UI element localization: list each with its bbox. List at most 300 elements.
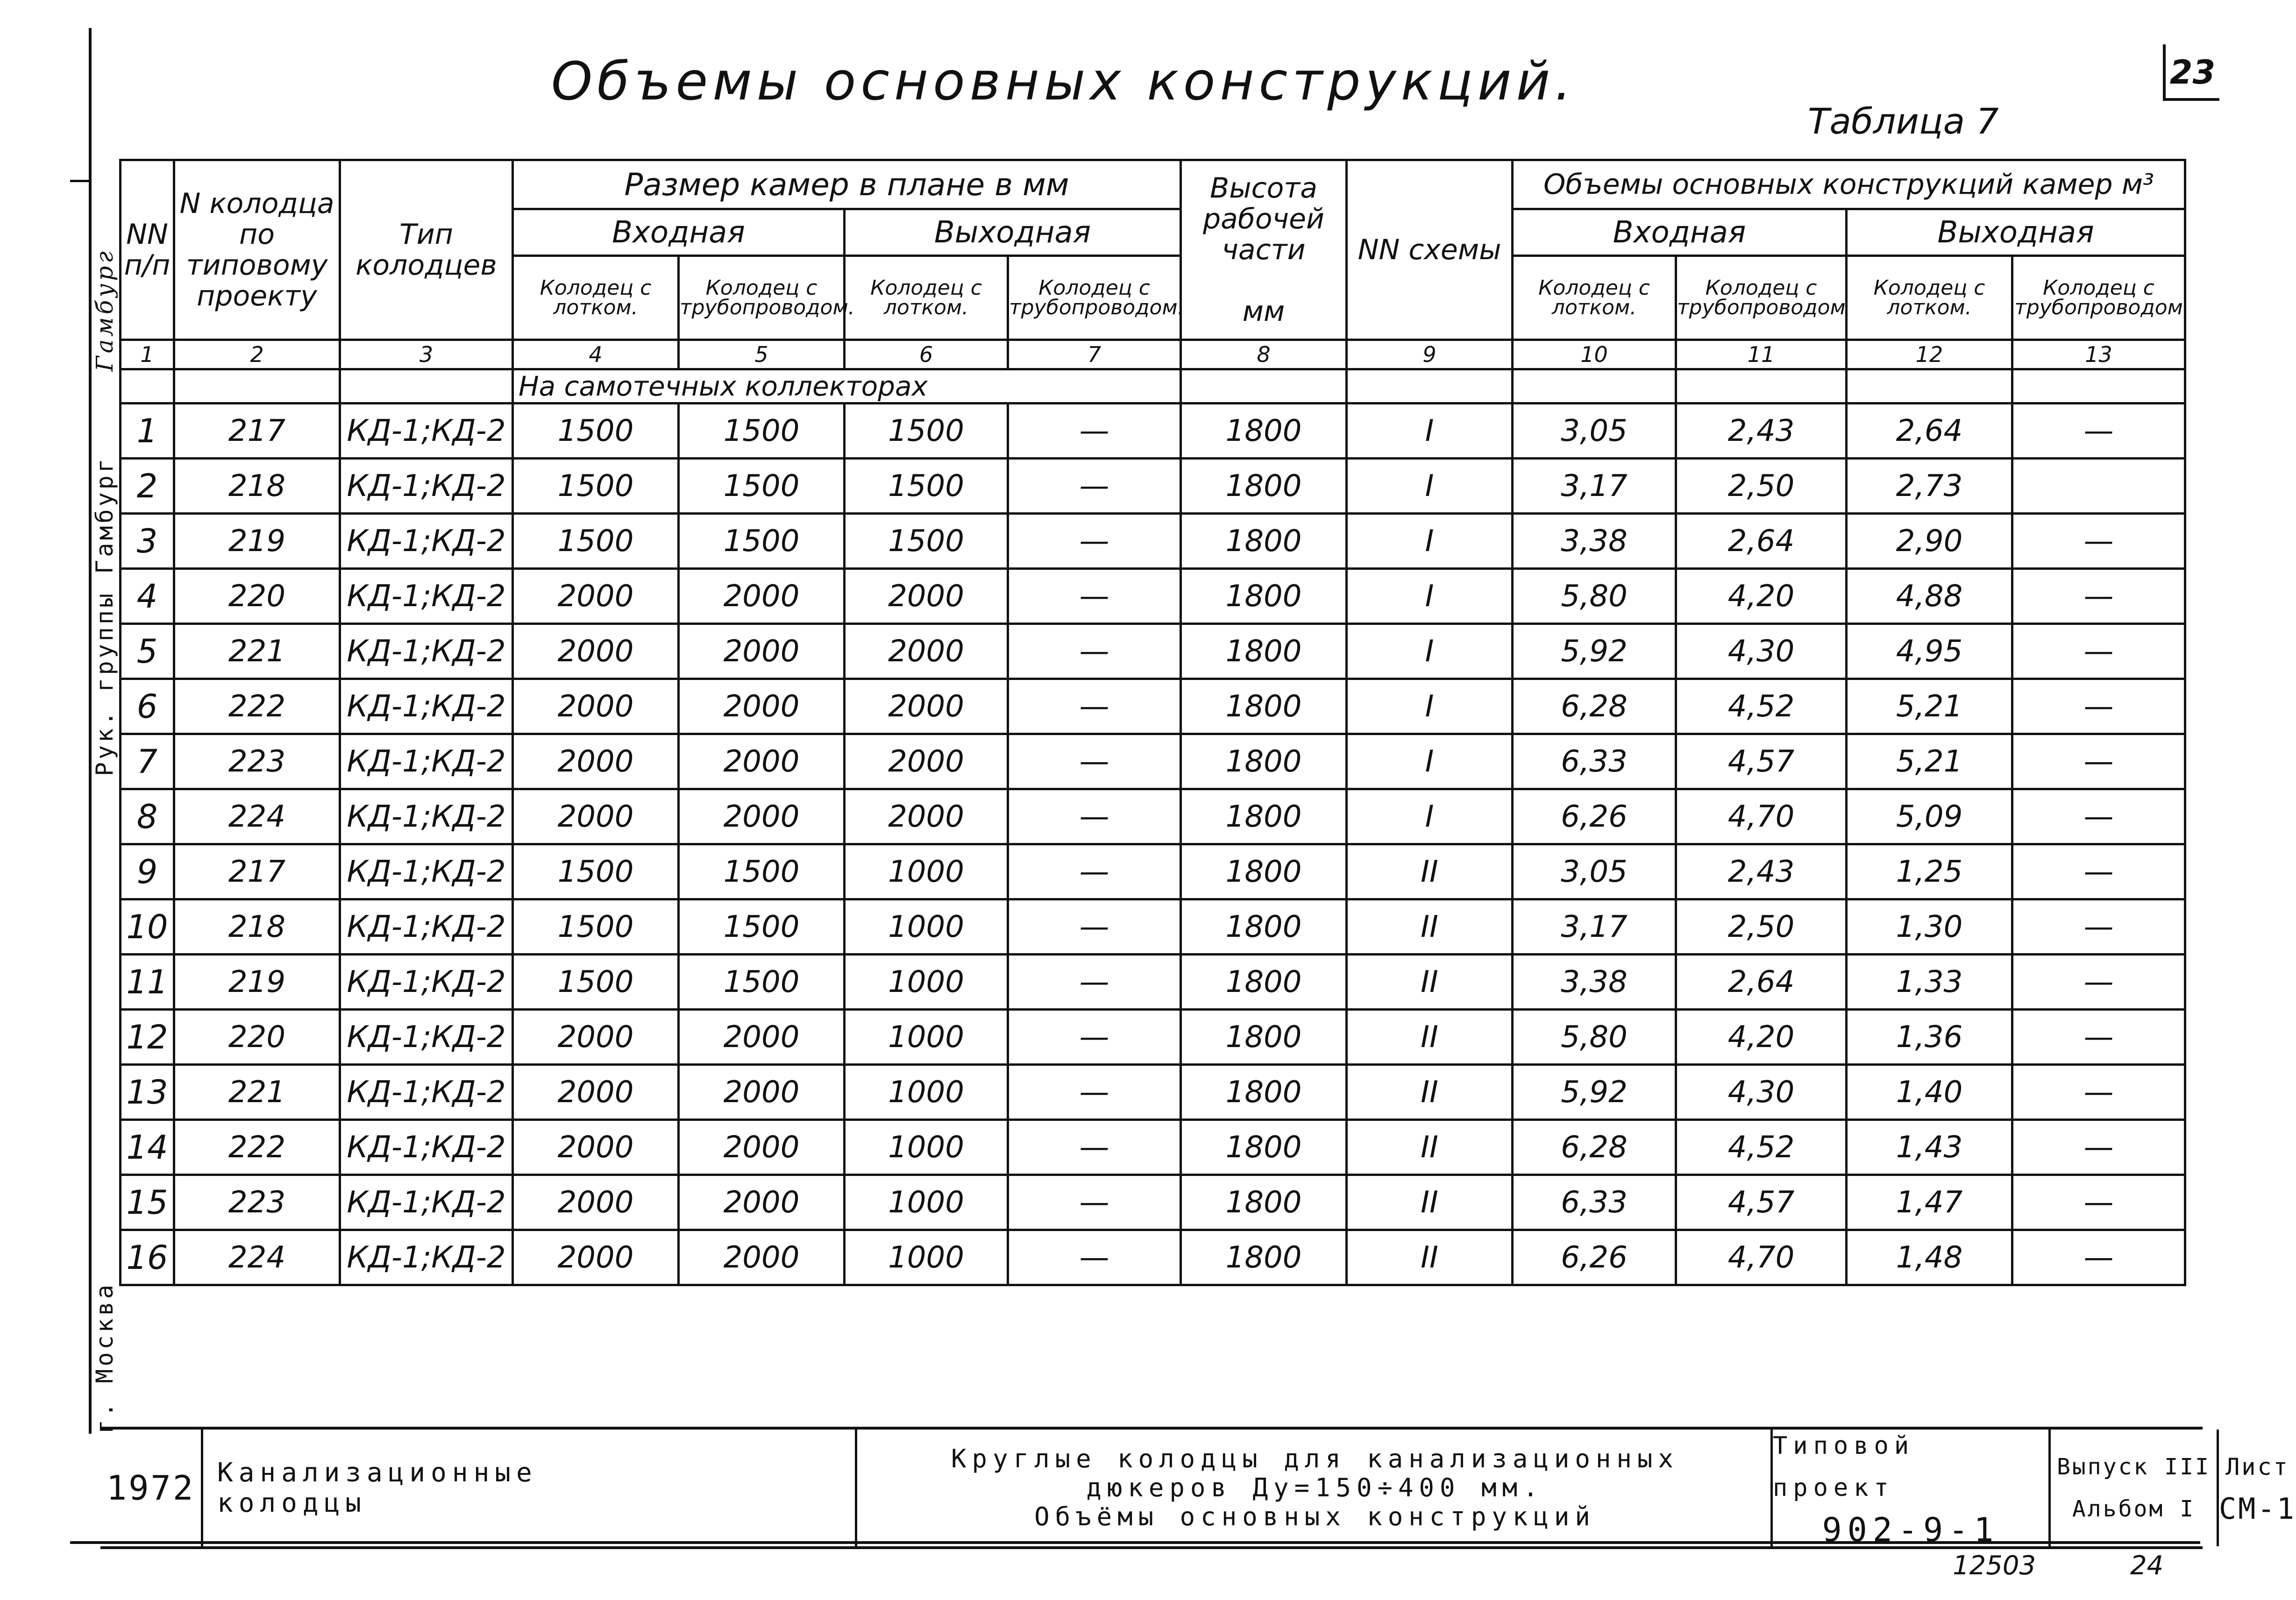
column-number: 9	[1347, 340, 1513, 369]
vol-outlet-tray: 1,33	[1847, 955, 2012, 1010]
title-block-project-label: Типовой проект	[1773, 1432, 1915, 1502]
outlet-tray-size: 1000	[845, 1175, 1008, 1230]
well-number: 219	[174, 955, 340, 1010]
scheme-number: II	[1347, 1065, 1513, 1120]
vol-inlet-pipe: 2,64	[1676, 955, 1847, 1010]
header-inlet-tray: Колодец с лотком.	[513, 256, 679, 340]
inlet-pipe-size: 1500	[679, 955, 845, 1010]
page-title: Объемы основных конструкций.	[551, 51, 1576, 112]
well-number: 220	[174, 569, 340, 624]
title-block-subject-line2: колодцы	[217, 1488, 367, 1518]
footer-code: 12503	[1953, 1550, 2036, 1581]
title-block-desc-line2: дюкеров Ду=150÷400 мм.	[1086, 1473, 1544, 1502]
well-number: 217	[174, 844, 340, 899]
vol-inlet-tray: 6,33	[1513, 1175, 1676, 1230]
vol-outlet-pipe: —	[2012, 404, 2185, 459]
working-height: 1800	[1181, 1230, 1347, 1285]
vol-inlet-pipe: 4,20	[1676, 569, 1847, 624]
vol-outlet-pipe: —	[2012, 569, 2185, 624]
title-block-project-cell	[1773, 1430, 2051, 1549]
vol-outlet-pipe: —	[2012, 1120, 2185, 1175]
working-height: 1800	[1181, 955, 1347, 1010]
column-number: 2	[174, 340, 340, 369]
vol-outlet-tray: 1,25	[1847, 844, 2012, 899]
outlet-pipe-size: —	[1008, 1065, 1181, 1120]
vol-outlet-tray: 1,43	[1847, 1120, 2012, 1175]
header-nn: NN п/п	[121, 160, 174, 340]
vol-inlet-tray: 5,92	[1513, 624, 1676, 679]
table-body	[121, 369, 2185, 1285]
inlet-pipe-size: 1500	[679, 459, 845, 514]
inlet-tray-size: 2000	[513, 569, 679, 624]
scheme-number: I	[1347, 514, 1513, 569]
well-number: 222	[174, 679, 340, 734]
inlet-pipe-size: 2000	[679, 679, 845, 734]
column-number: 11	[1676, 340, 1847, 369]
scheme-number: II	[1347, 899, 1513, 955]
section-cell-empty	[1676, 369, 1847, 404]
section-row	[121, 369, 2185, 404]
inlet-tray-size: 2000	[513, 734, 679, 789]
inlet-pipe-size: 1500	[679, 404, 845, 459]
well-type: КД-1;КД-2	[340, 899, 513, 955]
scheme-number: I	[1347, 624, 1513, 679]
vol-outlet-tray: 2,64	[1847, 404, 2012, 459]
vol-inlet-tray: 5,80	[1513, 569, 1676, 624]
inlet-tray-size: 1500	[513, 844, 679, 899]
title-block-year: 1972	[106, 1468, 195, 1508]
row-number: 9	[121, 844, 174, 899]
inlet-pipe-size: 1500	[679, 514, 845, 569]
well-type: КД-1;КД-2	[340, 734, 513, 789]
inlet-pipe-size: 2000	[679, 1120, 845, 1175]
column-number: 8	[1181, 340, 1347, 369]
vol-inlet-pipe: 4,52	[1676, 1120, 1847, 1175]
inlet-tray-size: 2000	[513, 624, 679, 679]
vol-outlet-pipe: —	[2012, 955, 2185, 1010]
vol-outlet-pipe: —	[2012, 514, 2185, 569]
outlet-tray-size: 1000	[845, 1230, 1008, 1285]
header-inlet: Входная	[513, 209, 845, 256]
outlet-pipe-size: —	[1008, 624, 1181, 679]
outlet-pipe-size: —	[1008, 734, 1181, 789]
outlet-tray-size: 1000	[845, 1010, 1008, 1065]
volumes-table	[119, 159, 2186, 1286]
outlet-pipe-size: —	[1008, 404, 1181, 459]
inlet-pipe-size: 2000	[679, 1010, 845, 1065]
vol-outlet-pipe: —	[2012, 1010, 2185, 1065]
vol-inlet-pipe: 2,43	[1676, 844, 1847, 899]
table-row	[121, 789, 2185, 844]
header-outlet: Выходная	[845, 209, 1181, 256]
column-number: 5	[679, 340, 845, 369]
well-type: КД-1;КД-2	[340, 955, 513, 1010]
title-block-sheet-label: Лист	[2225, 1453, 2289, 1480]
working-height: 1800	[1181, 624, 1347, 679]
header-height	[1181, 160, 1347, 340]
header-inlet-pipe: Колодец с трубопроводом.	[679, 256, 845, 340]
well-type: КД-1;КД-2	[340, 844, 513, 899]
working-height: 1800	[1181, 514, 1347, 569]
inlet-tray-size: 2000	[513, 789, 679, 844]
inlet-tray-size: 2000	[513, 1010, 679, 1065]
vol-inlet-pipe: 4,57	[1676, 734, 1847, 789]
outlet-pipe-size: —	[1008, 1175, 1181, 1230]
working-height: 1800	[1181, 1120, 1347, 1175]
well-type: КД-1;КД-2	[340, 1120, 513, 1175]
inlet-pipe-size: 2000	[679, 624, 845, 679]
outlet-tray-size: 1000	[845, 899, 1008, 955]
inlet-tray-size: 1500	[513, 459, 679, 514]
outlet-pipe-size: —	[1008, 1120, 1181, 1175]
header-vol-outlet: Выходная	[1847, 209, 2185, 256]
column-number: 7	[1008, 340, 1181, 369]
vol-inlet-pipe: 2,43	[1676, 404, 1847, 459]
working-height: 1800	[1181, 679, 1347, 734]
working-height: 1800	[1181, 569, 1347, 624]
well-number: 223	[174, 1175, 340, 1230]
vol-inlet-tray: 3,05	[1513, 844, 1676, 899]
vol-outlet-pipe: —	[2012, 734, 2185, 789]
inlet-pipe-size: 2000	[679, 734, 845, 789]
vol-outlet-tray: 5,21	[1847, 734, 2012, 789]
outlet-tray-size: 2000	[845, 569, 1008, 624]
header-vol-outlet-tray: Колодец с лотком.	[1847, 256, 2012, 340]
vol-inlet-pipe: 4,20	[1676, 1010, 1847, 1065]
section-cell-empty	[1513, 369, 1676, 404]
title-block-desc-line3: Объёмы основных конструкций	[1034, 1502, 1596, 1531]
column-number: 1	[121, 340, 174, 369]
row-number: 12	[121, 1010, 174, 1065]
left-stamp-role: Рук. группы Гамбург	[91, 456, 118, 776]
outlet-tray-size: 1000	[845, 844, 1008, 899]
scheme-number: I	[1347, 789, 1513, 844]
vol-outlet-tray: 2,90	[1847, 514, 2012, 569]
working-height: 1800	[1181, 1010, 1347, 1065]
scheme-number: I	[1347, 569, 1513, 624]
vol-inlet-pipe: 4,70	[1676, 1230, 1847, 1285]
header-scheme: NN схемы	[1347, 160, 1513, 340]
column-number: 3	[340, 340, 513, 369]
scheme-number: II	[1347, 1230, 1513, 1285]
title-block-sheet-cell	[2219, 1430, 2296, 1546]
title-block-subject-line1: Канализационные	[217, 1458, 538, 1488]
well-type: КД-1;КД-2	[340, 789, 513, 844]
well-type: КД-1;КД-2	[340, 514, 513, 569]
column-number-row	[121, 340, 2185, 369]
outlet-pipe-size: —	[1008, 459, 1181, 514]
column-number: 12	[1847, 340, 2012, 369]
outlet-pipe-size: —	[1008, 514, 1181, 569]
well-type: КД-1;КД-2	[340, 404, 513, 459]
table-row	[121, 844, 2185, 899]
scheme-number: I	[1347, 459, 1513, 514]
vol-outlet-pipe: —	[2012, 1065, 2185, 1120]
vol-outlet-pipe: —	[2012, 789, 2185, 844]
well-type: КД-1;КД-2	[340, 679, 513, 734]
section-cell-empty	[1181, 369, 1347, 404]
column-number: 6	[845, 340, 1008, 369]
well-type: КД-1;КД-2	[340, 624, 513, 679]
working-height: 1800	[1181, 1065, 1347, 1120]
row-number: 10	[121, 899, 174, 955]
outlet-pipe-size: —	[1008, 899, 1181, 955]
well-number: 221	[174, 1065, 340, 1120]
table-row	[121, 569, 2185, 624]
well-number: 220	[174, 1010, 340, 1065]
row-number: 11	[121, 955, 174, 1010]
title-block-subject-cell	[203, 1430, 857, 1546]
vol-outlet-tray: 1,47	[1847, 1175, 2012, 1230]
inlet-pipe-size: 2000	[679, 1175, 845, 1230]
working-height: 1800	[1181, 844, 1347, 899]
table-row	[121, 1010, 2185, 1065]
vol-inlet-tray: 3,38	[1513, 514, 1676, 569]
table-row	[121, 1065, 2185, 1120]
column-number: 10	[1513, 340, 1676, 369]
outlet-pipe-size: —	[1008, 1010, 1181, 1065]
title-block-desc-cell	[860, 1430, 1773, 1546]
left-stamp-city: г. Москва	[91, 1282, 118, 1434]
left-stamp-signature: Гамбург	[91, 248, 118, 372]
vol-inlet-tray: 5,92	[1513, 1065, 1676, 1120]
table-row	[121, 1120, 2185, 1175]
row-number: 5	[121, 624, 174, 679]
section-cell-empty	[121, 369, 174, 404]
header-vol-outlet-pipe: Колодец с трубопроводом	[2012, 256, 2185, 340]
well-type: КД-1;КД-2	[340, 1010, 513, 1065]
outlet-tray-size: 2000	[845, 789, 1008, 844]
vol-outlet-pipe: —	[2012, 844, 2185, 899]
inlet-pipe-size: 2000	[679, 1230, 845, 1285]
page-number: 23	[2163, 47, 2219, 101]
row-number: 1	[121, 404, 174, 459]
well-number: 224	[174, 789, 340, 844]
row-number: 13	[121, 1065, 174, 1120]
vol-inlet-pipe: 4,57	[1676, 1175, 1847, 1230]
left-stamp-text	[91, 248, 118, 1434]
left-margin-stamp	[70, 248, 118, 1434]
table-row	[121, 899, 2185, 955]
inlet-tray-size: 1500	[513, 404, 679, 459]
vol-inlet-tray: 6,26	[1513, 1230, 1676, 1285]
inlet-pipe-size: 2000	[679, 1065, 845, 1120]
section-cell-empty	[174, 369, 340, 404]
vol-inlet-pipe: 4,70	[1676, 789, 1847, 844]
inlet-tray-size: 1500	[513, 514, 679, 569]
inlet-pipe-size: 2000	[679, 569, 845, 624]
vol-inlet-tray: 6,28	[1513, 679, 1676, 734]
vol-inlet-pipe: 2,50	[1676, 899, 1847, 955]
vol-inlet-tray: 3,38	[1513, 955, 1676, 1010]
outlet-tray-size: 1500	[845, 404, 1008, 459]
row-number: 6	[121, 679, 174, 734]
frame-top-tick	[70, 180, 89, 182]
header-well-no: N колодца по типовому проекту	[174, 160, 340, 340]
row-number: 16	[121, 1230, 174, 1285]
vol-inlet-pipe: 2,64	[1676, 514, 1847, 569]
section-label: На самотечных коллекторах	[513, 369, 1181, 404]
outlet-tray-size: 2000	[845, 624, 1008, 679]
vol-inlet-pipe: 4,30	[1676, 1065, 1847, 1120]
working-height: 1800	[1181, 899, 1347, 955]
header-size-group: Размер камер в плане в мм	[513, 160, 1181, 209]
well-number: 221	[174, 624, 340, 679]
vol-inlet-tray: 3,17	[1513, 459, 1676, 514]
scheme-number: II	[1347, 1120, 1513, 1175]
row-number: 15	[121, 1175, 174, 1230]
vol-outlet-tray: 1,40	[1847, 1065, 2012, 1120]
scheme-number: II	[1347, 844, 1513, 899]
row-number: 8	[121, 789, 174, 844]
section-cell-empty	[1347, 369, 1513, 404]
scheme-number: II	[1347, 1010, 1513, 1065]
scheme-number: I	[1347, 404, 1513, 459]
inlet-pipe-size: 1500	[679, 844, 845, 899]
well-number: 217	[174, 404, 340, 459]
scheme-number: I	[1347, 679, 1513, 734]
column-number: 4	[513, 340, 679, 369]
inlet-tray-size: 1500	[513, 955, 679, 1010]
inlet-tray-size: 2000	[513, 1230, 679, 1285]
well-type: КД-1;КД-2	[340, 1065, 513, 1120]
title-block	[100, 1427, 2296, 1549]
header-height-unit: мм	[1242, 295, 1285, 328]
outlet-pipe-size: —	[1008, 844, 1181, 899]
header-vol-inlet: Входная	[1513, 209, 1847, 256]
vol-inlet-tray: 6,33	[1513, 734, 1676, 789]
outlet-tray-size: 2000	[845, 734, 1008, 789]
outlet-pipe-size: —	[1008, 955, 1181, 1010]
title-block-desc-line1: Круглые колодцы для канализационных	[951, 1444, 1679, 1473]
header-outlet-tray: Колодец с лотком.	[845, 256, 1008, 340]
header-vol-inlet-pipe: Колодец с трубопроводом	[1676, 256, 1847, 340]
outlet-tray-size: 1000	[845, 1065, 1008, 1120]
column-number: 13	[2012, 340, 2185, 369]
section-cell-empty	[1847, 369, 2012, 404]
table-row	[121, 1230, 2185, 1285]
table-row	[121, 514, 2185, 569]
vol-outlet-tray: 1,36	[1847, 1010, 2012, 1065]
vol-outlet-pipe	[2012, 459, 2185, 514]
table-row	[121, 679, 2185, 734]
title-block-sheet-value: СМ-1	[2218, 1492, 2296, 1526]
vol-outlet-tray: 5,21	[1847, 679, 2012, 734]
outlet-tray-size: 1000	[845, 1120, 1008, 1175]
outlet-pipe-size: —	[1008, 1230, 1181, 1285]
row-number: 14	[121, 1120, 174, 1175]
vol-outlet-tray: 5,09	[1847, 789, 2012, 844]
well-number: 223	[174, 734, 340, 789]
vol-outlet-tray: 2,73	[1847, 459, 2012, 514]
table-row	[121, 1175, 2185, 1230]
table-row	[121, 404, 2185, 459]
table-row	[121, 624, 2185, 679]
well-number: 219	[174, 514, 340, 569]
section-cell-empty	[2012, 369, 2185, 404]
well-number: 222	[174, 1120, 340, 1175]
vol-inlet-tray: 3,05	[1513, 404, 1676, 459]
scheme-number: II	[1347, 955, 1513, 1010]
inlet-tray-size: 2000	[513, 1065, 679, 1120]
vol-inlet-tray: 6,28	[1513, 1120, 1676, 1175]
header-type: Тип колодцев	[340, 160, 513, 340]
vol-outlet-tray: 4,95	[1847, 624, 2012, 679]
outlet-tray-size: 1500	[845, 514, 1008, 569]
vol-outlet-pipe: —	[2012, 624, 2185, 679]
vol-inlet-pipe: 4,52	[1676, 679, 1847, 734]
vol-inlet-pipe: 4,30	[1676, 624, 1847, 679]
table-label: Таблица 7	[1808, 100, 1999, 142]
footer-page: 24	[2130, 1550, 2164, 1581]
well-number: 224	[174, 1230, 340, 1285]
inlet-tray-size: 2000	[513, 679, 679, 734]
row-number: 4	[121, 569, 174, 624]
inlet-pipe-size: 2000	[679, 789, 845, 844]
outlet-pipe-size: —	[1008, 569, 1181, 624]
inlet-pipe-size: 1500	[679, 899, 845, 955]
scheme-number: II	[1347, 1175, 1513, 1230]
header-height-label: Высота рабочей части	[1203, 172, 1324, 266]
outlet-pipe-size: —	[1008, 789, 1181, 844]
well-number: 218	[174, 899, 340, 955]
inlet-tray-size: 1500	[513, 899, 679, 955]
outlet-tray-size: 1000	[845, 955, 1008, 1010]
row-number: 7	[121, 734, 174, 789]
well-number: 218	[174, 459, 340, 514]
well-type: КД-1;КД-2	[340, 459, 513, 514]
working-height: 1800	[1181, 459, 1347, 514]
table-row	[121, 955, 2185, 1010]
header-outlet-pipe: Колодец с трубопроводом.	[1008, 256, 1181, 340]
title-block-issue-label: Выпуск III	[2057, 1454, 2211, 1480]
well-type: КД-1;КД-2	[340, 1230, 513, 1285]
vol-outlet-tray: 1,30	[1847, 899, 2012, 955]
title-block-issue-value: Альбом I	[2072, 1496, 2196, 1522]
vol-inlet-tray: 5,80	[1513, 1010, 1676, 1065]
vol-outlet-pipe: —	[2012, 679, 2185, 734]
vol-outlet-pipe: —	[2012, 1230, 2185, 1285]
outlet-tray-size: 1500	[845, 459, 1008, 514]
vol-outlet-tray: 1,48	[1847, 1230, 2012, 1285]
title-block-project-value: 902-9-1	[1822, 1511, 1999, 1549]
header-volumes-group: Объемы основных конструкций камер м³	[1513, 160, 2185, 209]
working-height: 1800	[1181, 734, 1347, 789]
working-height: 1800	[1181, 789, 1347, 844]
vol-outlet-tray: 4,88	[1847, 569, 2012, 624]
row-number: 3	[121, 514, 174, 569]
vol-inlet-pipe: 2,50	[1676, 459, 1847, 514]
vol-outlet-pipe: —	[2012, 899, 2185, 955]
section-cell-empty	[340, 369, 513, 404]
inlet-tray-size: 2000	[513, 1175, 679, 1230]
header-vol-inlet-tray: Колодец с лотком.	[1513, 256, 1676, 340]
title-block-issue-cell	[2051, 1430, 2219, 1546]
outlet-pipe-size: —	[1008, 679, 1181, 734]
row-number: 2	[121, 459, 174, 514]
vol-inlet-tray: 3,17	[1513, 899, 1676, 955]
outlet-tray-size: 2000	[845, 679, 1008, 734]
well-type: КД-1;КД-2	[340, 569, 513, 624]
working-height: 1800	[1181, 1175, 1347, 1230]
inlet-tray-size: 2000	[513, 1120, 679, 1175]
vol-outlet-pipe: —	[2012, 1175, 2185, 1230]
well-type: КД-1;КД-2	[340, 1175, 513, 1230]
title-block-year-cell	[100, 1430, 203, 1546]
scheme-number: I	[1347, 734, 1513, 789]
table-row	[121, 459, 2185, 514]
vol-inlet-tray: 6,26	[1513, 789, 1676, 844]
